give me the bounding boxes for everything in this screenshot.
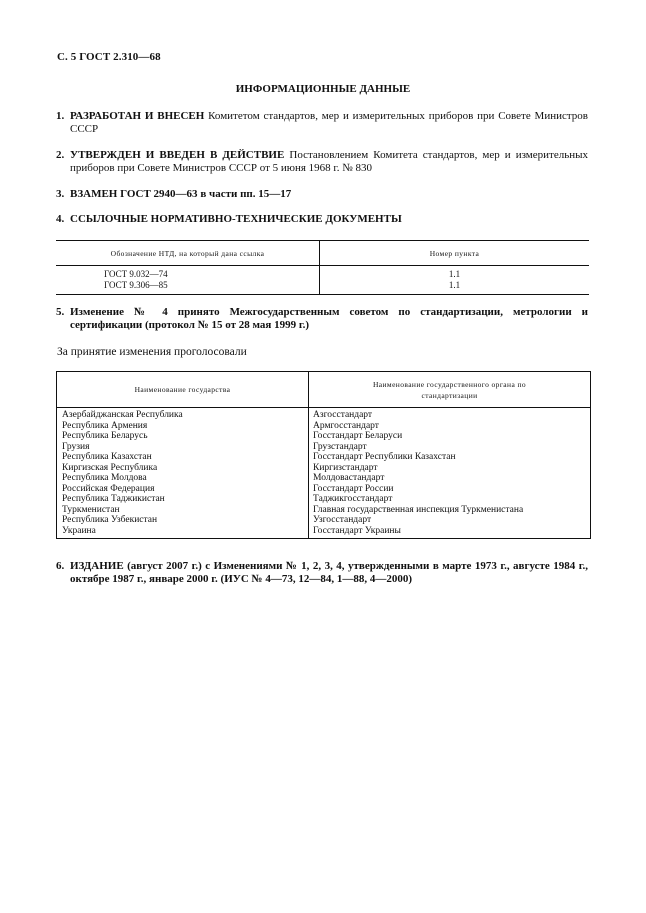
item-number: 5. — [56, 306, 65, 318]
table-cell: Республика Беларусь — [62, 431, 148, 441]
table-cell: 1.1 — [448, 269, 461, 279]
item-body — [70, 306, 588, 332]
table-cell: Главная государственная инспекция Туркменистана — [313, 504, 524, 515]
item-text: Постановлением Комитета стандартов, мер и измерительных приборов при Совете Министров СССР от 5 июня 1968 г. № 830 — [70, 149, 588, 174]
table-cell: Республика Армения — [62, 420, 148, 431]
table-cell: Молдовастандарт — [313, 473, 385, 483]
page-header: С. 5 ГОСТ 2.310—68 — [57, 51, 161, 63]
table-cell: Грузстандарт — [313, 441, 367, 452]
item-lead: РАЗРАБОТАН И ВНЕСЕН — [70, 110, 205, 122]
table-cell: Госстандарт Республики Казахстан — [313, 452, 456, 462]
item-text: в части пп. 15—17 — [197, 188, 292, 200]
column-header — [309, 372, 590, 407]
table-cell: Азгосстандарт — [313, 410, 373, 420]
item-number: 2. — [56, 149, 65, 161]
column-header: Обозначение НТД, на который дана ссылка — [56, 241, 320, 265]
table-column-documents — [56, 266, 320, 294]
item-lead: ССЫЛОЧНЫЕ НОРМАТИВНО-ТЕХНИЧЕСКИЕ ДОКУМЕНТЫ — [70, 213, 402, 225]
table-cell: Грузия — [62, 441, 90, 452]
info-item-6 — [56, 560, 588, 586]
table-cell: Азербайджанская Республика — [62, 410, 183, 420]
table-cell: Киргизская Республика — [62, 462, 158, 473]
table-cell: ГОСТ 9.032—74 — [104, 269, 168, 279]
column-header: Номер пункта — [429, 248, 480, 258]
table-cell: Республика Казахстан — [62, 452, 152, 462]
table-column-clauses — [320, 266, 589, 294]
voting-states-table — [56, 371, 591, 539]
item-number: 6. — [56, 560, 65, 572]
item-lead: ИЗДАНИЕ — [70, 560, 124, 572]
item-text: принято Межгосударственным советом по стандартизации, метрологии и сертификации (протокол № 15 от 28 мая 1999 г.) — [70, 306, 588, 331]
item-number: 3. — [56, 188, 65, 200]
info-item-4 — [56, 213, 588, 226]
table-cell: ГОСТ 9.306—85 — [104, 280, 168, 290]
column-header: Наименование государства — [57, 372, 309, 407]
item-body — [70, 560, 588, 586]
item-body — [70, 213, 588, 226]
reference-documents-table — [56, 240, 589, 295]
vote-line: За принятие изменения проголосовали — [57, 346, 247, 358]
table-cell: Российская Федерация — [62, 483, 155, 494]
item-body — [70, 188, 588, 201]
table-body — [57, 408, 590, 538]
table-column-agencies — [309, 408, 590, 538]
table-cell: Госстандарт Украины — [313, 525, 401, 536]
table-column-states — [57, 408, 309, 538]
info-item-2 — [56, 149, 588, 175]
table-cell: Республика Таджикистан — [62, 494, 165, 504]
table-header-row — [56, 241, 589, 266]
document-title: ИНФОРМАЦИОННЫЕ ДАННЫЕ — [235, 83, 411, 95]
table-body — [56, 266, 589, 294]
table-cell: 1.1 — [448, 280, 461, 290]
info-item-1 — [56, 110, 588, 136]
info-item-3 — [56, 188, 588, 201]
item-lead: Изменение № 4 — [70, 306, 168, 318]
table-cell: Армгосстандарт — [313, 420, 379, 431]
column-header-text: Наименование государственного органа по стандартизации — [372, 379, 527, 400]
table-cell: Киргизстандарт — [313, 462, 378, 473]
table-cell: Туркменистан — [62, 504, 120, 515]
table-cell: Госстандарт России — [313, 483, 394, 494]
item-body — [70, 110, 588, 136]
item-text: (август 2007 г.) с Изменениями № 1, 2, 3, 4, утвержденными в марте 1973 г., августе 1984 г., октябре 1987 г., январе 2000 г. (ИУС № 4—73, 12—84, 1—88, 4—2000) — [70, 560, 588, 585]
item-lead: УТВЕРЖДЕН И ВВЕДЕН В ДЕЙСТВИЕ — [70, 149, 285, 161]
info-item-5 — [56, 306, 588, 332]
table-cell: Республика Узбекистан — [62, 515, 158, 525]
table-cell: Госстандарт Беларуси — [313, 431, 403, 441]
table-cell: Республика Молдова — [62, 473, 147, 483]
table-cell: Таджикгосстандарт — [313, 494, 393, 504]
table-header-row — [57, 372, 590, 408]
item-number: 4. — [56, 213, 65, 225]
item-text: Комитетом стандартов, мер и измерительных приборов при Совете Министров СССР — [70, 110, 588, 135]
table-cell: Узгосстандарт — [313, 515, 372, 525]
item-lead: ВЗАМЕН ГОСТ 2940—63 — [70, 188, 198, 200]
item-body — [70, 149, 588, 175]
table-cell: Украина — [62, 525, 96, 536]
item-number: 1. — [56, 110, 65, 122]
